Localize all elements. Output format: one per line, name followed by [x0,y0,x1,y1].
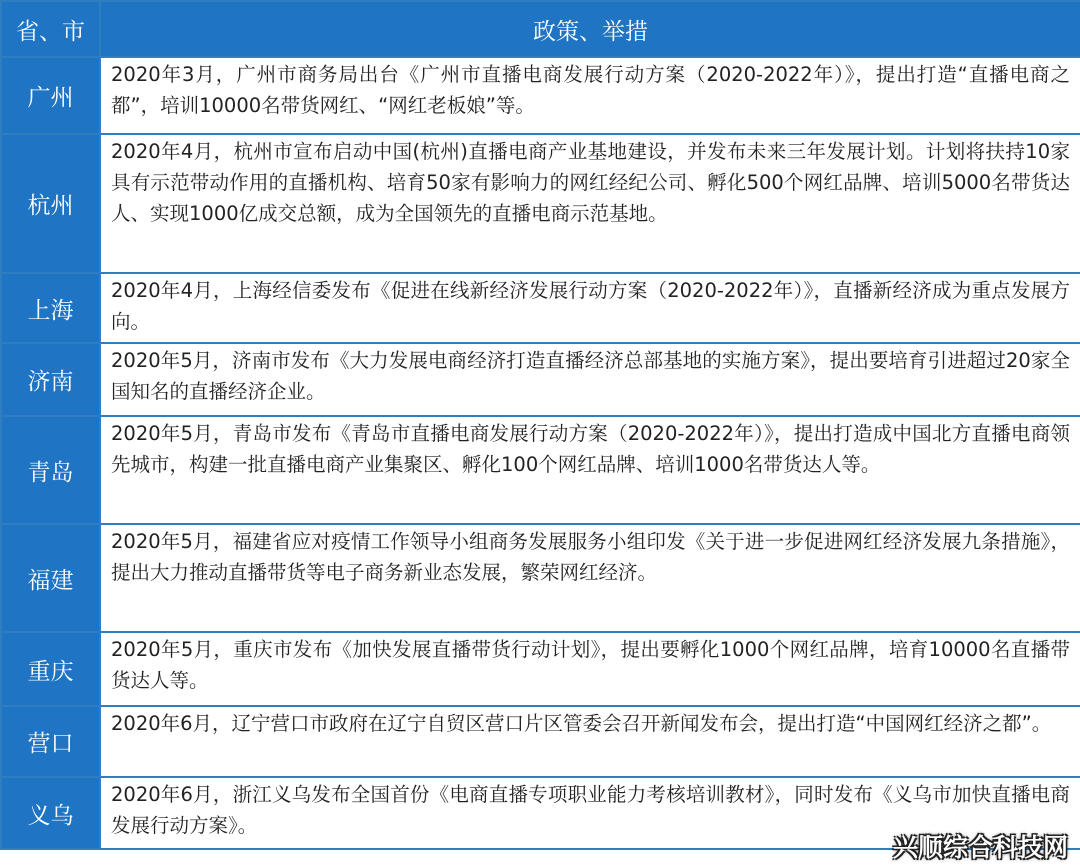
header-city: 省、市 [1,1,100,57]
city-cell: 青岛 [1,416,100,524]
policy-cell: 2020年5月，重庆市发布《加快发展直播带货行动计划》，提出要孵化1000个网红品牌，培育10000名直播带货达人等。 [100,632,1080,706]
policy-cell: 2020年6月，辽宁营口市政府在辽宁自贸区营口片区管委会召开新闻发布会，提出打造“中国网红经济之都”。 [100,706,1080,777]
city-cell: 营口 [1,706,100,777]
city-cell: 杭州 [1,134,100,273]
table-row [1,273,1080,343]
watermark: 兴顺综合科技网 [892,833,1068,862]
policy-cell: 2020年4月，杭州市宣布启动中国(杭州)直播电商产业基地建设，并发布未来三年发展计划。计划将扶持10家具有示范带动作用的直播机构、培育50家有影响力的网红经纪公司、孵化500个网红品牌、培训5000名带货达人、实现1000亿成交总额，成为全国领先的直播电商示范基地。 [100,134,1080,273]
policy-cell: 2020年4月，上海经信委发布《促进在线新经济发展行动方案（2020-2022年）》，直播新经济成为重点发展方向。 [100,273,1080,343]
table-row [1,416,1080,524]
city-cell: 上海 [1,273,100,343]
city-cell: 济南 [1,343,100,416]
policy-cell: 2020年6月，浙江义乌发布全国首份《电商直播专项职业能力考核培训教材》，同时发布《义乌市加快直播电商发展行动方案》。 [100,777,1080,849]
policy-cell: 2020年3月，广州市商务局出台《广州市直播电商发展行动方案（2020-2022年）》，提出打造“直播电商之都”，培训10000名带货网红、“网红老板娘”等。 [100,57,1080,134]
table-row [1,134,1080,273]
policy-cell: 2020年5月，青岛市发布《青岛市直播电商发展行动方案（2020-2022年）》，提出打造成中国北方直播电商领先城市，构建一批直播电商产业集聚区、孵化100个网红品牌、培训1000名带货达人等。 [100,416,1080,524]
city-cell: 重庆 [1,632,100,706]
policy-cell: 2020年5月，济南市发布《大力发展电商经济打造直播经济总部基地的实施方案》，提出要培育引进超过20家全国知名的直播经济企业。 [100,343,1080,416]
table-header-row [1,1,1080,57]
city-cell: 福建 [1,524,100,632]
table-row [1,632,1080,706]
city-cell: 义乌 [1,777,100,849]
table-row [1,524,1080,632]
city-cell: 广州 [1,57,100,134]
header-policy: 政策、举措 [100,1,1080,57]
table-row [1,343,1080,416]
table-row [1,57,1080,134]
table-row [1,706,1080,777]
policy-cell: 2020年5月，福建省应对疫情工作领导小组商务发展服务小组印发《关于进一步促进网红经济发展九条措施》，提出大力推动直播带货等电子商务新业态发展，繁荣网红经济。 [100,524,1080,632]
